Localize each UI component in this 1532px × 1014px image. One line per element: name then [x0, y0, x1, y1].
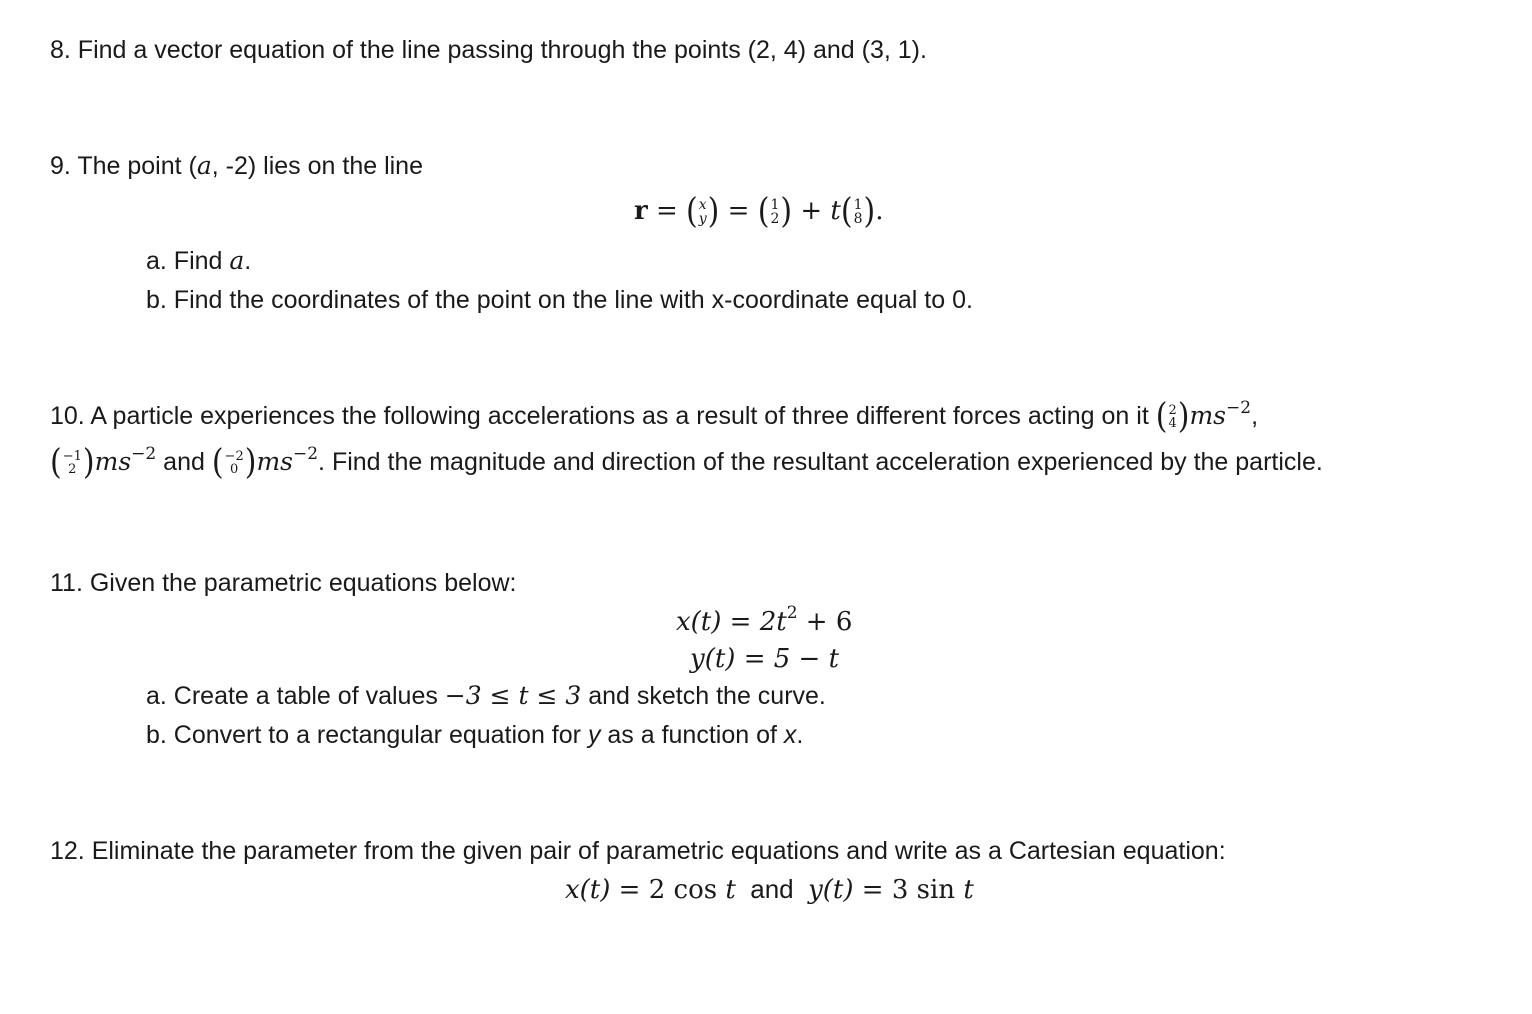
question-12-intro — [50, 835, 1226, 867]
q10-exp-3: −2 — [292, 443, 319, 464]
q12-and: and — [735, 874, 809, 904]
q10-unit-2: ms — [94, 447, 132, 476]
q12-equations — [565, 873, 974, 906]
q11-eq-x — [676, 603, 853, 638]
q11-y-rhs: = 5 − t — [735, 644, 840, 674]
q10-acc2-bottom: 2 — [68, 462, 77, 478]
q10-acc-3: ( −2 0 ) — [211, 442, 257, 483]
q10-acc1-bottom: 4 — [1168, 416, 1177, 432]
q9-vector-direction: ( 1 8 ) — [840, 191, 876, 232]
q9-vector-point: ( 1 2 ) — [757, 191, 793, 232]
q9-v3-bottom: 8 — [853, 211, 863, 227]
q10-acc3-top: −2 — [224, 449, 244, 465]
q10-acc1-top: 2 — [1168, 403, 1177, 419]
q9-part-a — [146, 245, 251, 277]
question-10-line-2 — [50, 442, 1323, 483]
q10-acc3-bottom: 0 — [229, 462, 239, 478]
q9-v3-top: 1 — [853, 197, 863, 213]
q11-b-mid: as a function of — [600, 721, 784, 749]
q9-param-t: t — [830, 196, 841, 226]
q11-x-lhs: x(t) — [676, 607, 722, 637]
q11-x-plus6: + 6 — [797, 607, 853, 637]
q12-t1: t — [725, 875, 736, 905]
q9-plus: + — [792, 196, 831, 226]
q10-acc-1: ( 2 4 ) — [1155, 396, 1190, 437]
q9-vector-xy: ( x y ) — [686, 191, 720, 232]
q9-intro-end: , -2) lies on the line — [211, 152, 423, 180]
q10-acc-2: ( −1 2 ) — [50, 442, 95, 483]
q11-x-square: 2 — [786, 603, 798, 624]
q11-x-rhs: = 2t — [721, 607, 787, 637]
q11-b-x: x — [783, 721, 797, 749]
q9-vector-r: r — [634, 196, 648, 226]
q12-intro-text: 12. Eliminate the parameter from the given pair of parametric equations and write as a Cartesian equation: — [50, 837, 1226, 865]
question-10-line-1 — [50, 396, 1259, 437]
q11-eq-y — [690, 643, 839, 675]
q10-and: and — [156, 448, 212, 476]
q10-exp-1: −2 — [1226, 397, 1252, 418]
q9-v1-top: x — [698, 197, 707, 213]
q12-x-lhs: x(t) — [565, 875, 611, 905]
q11-a-suffix: and sketch the curve. — [581, 682, 826, 710]
q10-comma: , — [1251, 402, 1259, 430]
question-9-intro — [50, 150, 423, 182]
q9-a-end: . — [244, 247, 252, 275]
q9-b-text: b. Find the coordinates of the point on the line with x-coordinate equal to 0. — [146, 286, 973, 314]
q9-v1-bottom: y — [698, 211, 707, 227]
q12-y-lhs: y(t) — [808, 875, 854, 905]
q9-v2-top: 1 — [770, 197, 780, 213]
q9-line-equation — [634, 191, 884, 232]
q9-var-a: a — [196, 151, 212, 180]
q9-period: . — [875, 196, 884, 226]
question-8 — [50, 34, 927, 66]
q9-intro-text: 9. The point ( — [50, 152, 197, 180]
q11-a-prefix: a. Create a table of values — [146, 682, 445, 710]
q10-text: 10. A particle experiences the following accelerations as a result of three different forces acting on it — [50, 402, 1156, 430]
q10-line2-end: . Find the magnitude and direction of the resultant acceleration experienced by the particle. — [318, 448, 1323, 476]
question-8-text: 8. Find a vector equation of the line passing through the points (2, 4) and (3, 1). — [50, 36, 927, 64]
q11-b-y: y — [587, 721, 601, 749]
q9-part-b — [146, 284, 973, 316]
q11-b-end: . — [796, 721, 804, 749]
question-11-intro — [50, 567, 516, 599]
q10-unit-3: ms — [256, 447, 293, 476]
q11-part-a — [146, 680, 826, 712]
q11-y-lhs: y(t) — [690, 644, 736, 674]
q12-y-rhs: = 3 sin — [853, 875, 964, 905]
q9-equals-1: = — [647, 196, 687, 226]
q9-a-var: a — [229, 246, 245, 275]
q11-intro-text: 11. Given the parametric equations below: — [50, 569, 517, 597]
q10-acc2-top: −1 — [62, 449, 82, 465]
q10-unit-1: ms — [1189, 401, 1226, 430]
q10-exp-2: −2 — [131, 443, 157, 464]
q12-t2: t — [963, 875, 974, 905]
q11-a-inequality: −3 ≤ t ≤ 3 — [444, 681, 582, 710]
q9-equals-2: = — [719, 196, 758, 226]
q11-part-b — [146, 719, 803, 751]
q12-x-rhs: = 2 cos — [610, 875, 726, 905]
q9-v2-bottom: 2 — [770, 211, 780, 227]
q11-b-prefix: b. Convert to a rectangular equation for — [146, 721, 588, 749]
q9-a-prefix: a. Find — [146, 247, 230, 275]
